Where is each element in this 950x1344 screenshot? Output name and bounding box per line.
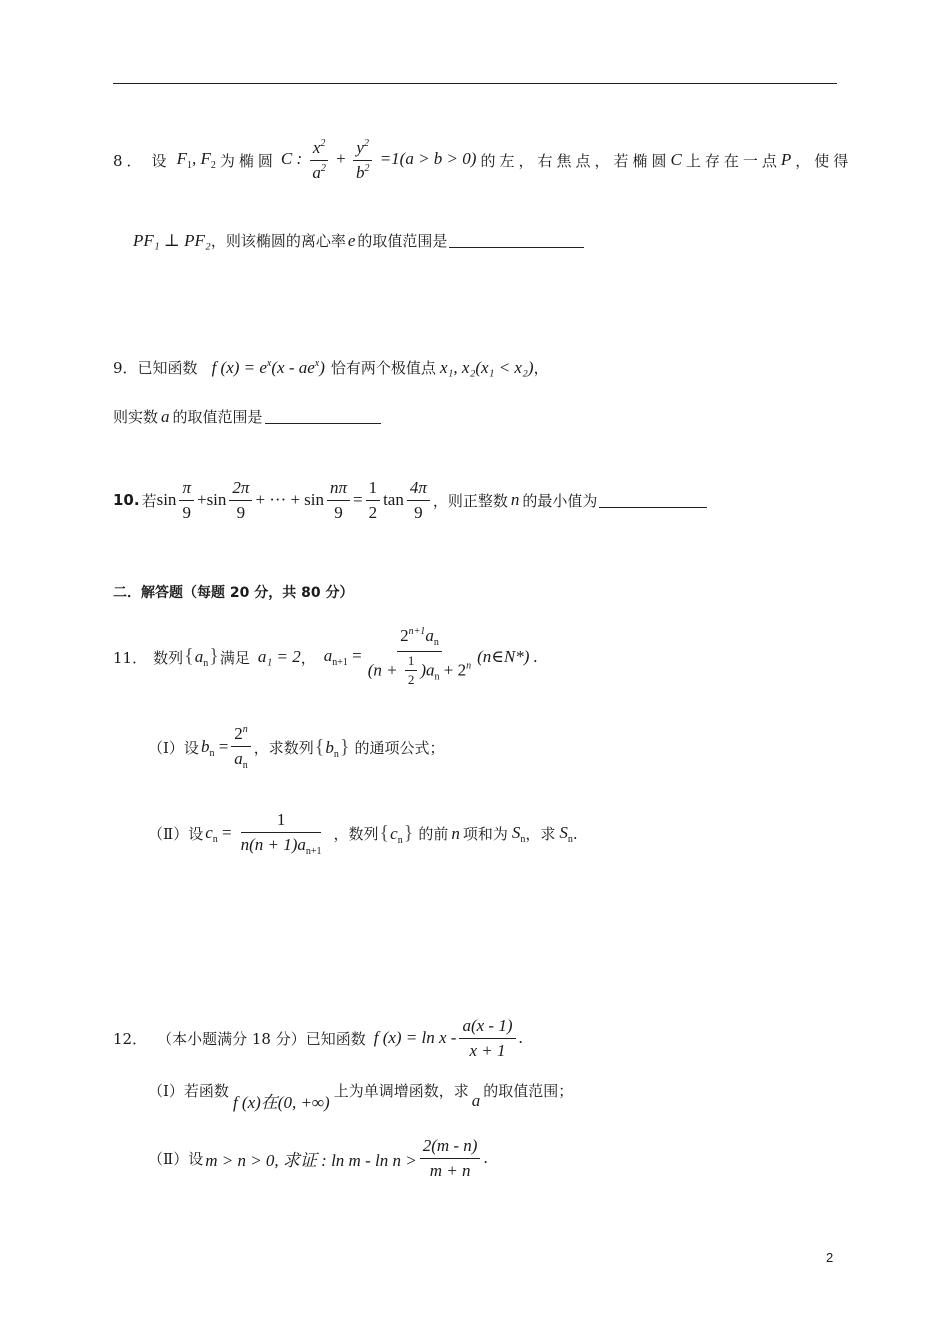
header-rule: [113, 83, 837, 84]
question-12-part-1: （Ⅰ）若函数 f (x)在(0, +∞) 上为单调增函数，求 a 的取值范围；: [148, 1082, 574, 1112]
question-12: 12． （本小题满分 18 分）已知函数 f (x) = ln x - $\frac{a(x - 1)}{x + 1}$ .: [113, 1016, 523, 1060]
question-number: 11．: [113, 648, 148, 667]
question-11-part-1: （Ⅰ）设 $b_n$ = $\frac{2^n}{a_n}$ ，求数列 $\{b_n\}$ 的通项公式；: [148, 724, 445, 771]
question-11-part-2: （Ⅱ）设 $c_n$ = $\frac{1}{n(n + 1)a_{n+1}}$ ，数列 $\{c_n\}$ 的前 n 项和为 $S_n$ ，求 $S_n$ .: [148, 810, 578, 857]
question-number: 8．: [113, 151, 146, 170]
question-number: 10.: [113, 491, 140, 510]
foci: $F_1$, $F_2$: [176, 149, 216, 172]
answer-blank[interactable]: [265, 409, 381, 424]
answer-blank[interactable]: [449, 233, 584, 248]
question-number: 9．: [113, 359, 138, 377]
ellipse-equation: C : $\frac{x^2}{a^2}$ + $\frac{y^2}{b^2}$ =1(a > b > 0): [280, 138, 477, 182]
page-number: 2: [826, 1250, 834, 1265]
question-10: 10. 若 sin $\frac{\pi}{9}$ + sin $\frac{2\pi}{9}$ + ··· + sin $\frac{n\pi}{9}$ = $\frac{1}{2}$ tan $\frac{4\pi}{9}$ ，则正整数 n 的最小值为: [113, 478, 707, 522]
question-9-line-1: 9． 已知函数 f $(x) = e^x(x - ae^x)$ 恰有两个极值点 x₁, x₂(x₁ < x₂) ，: [113, 357, 549, 377]
recurrence-fraction: $2^{n+1}a_n$ (n + $\frac{1}{2}$ )$a_n + 2^n$: [367, 626, 472, 688]
section-title: 二．解答题（每题 20 分，共 80 分）: [113, 585, 354, 601]
question-9-line-2: 则实数 a 的取值范围是: [113, 406, 381, 427]
question-12-part-2: （Ⅱ）设 m > n > 0, 求证 : ln m - ln n > $\frac{2(m - n)}{m + n}$ .: [148, 1136, 488, 1180]
question-number: 12．: [113, 1029, 148, 1048]
question-8-line-2: PF₁ ⊥ PF₂ ，则该椭圆的离心率 e 的取值范围是: [133, 230, 584, 251]
question-8-line-1: 8． 设 $F_1$, $F_2$ 为椭圆 C : $\frac{x^2}{a^2}$ + $\frac{y^2}{b^2}$ =1(a > b > 0) 的左，右焦点，若椭圆 C 上存在一点 P ，使得: [113, 138, 853, 182]
answer-blank[interactable]: [599, 493, 707, 508]
question-11: 11． 数列 $\{a_n\}$ 满足 a₁ = 2 ， $a_{n+1}$ = $2^{n+1}a_n$ (n + $\frac{1}{2}$ )$a_n + 2^n$ (n∈N*) .: [113, 626, 538, 688]
function-expression: f $(x) = e^x(x - ae^x)$: [211, 357, 325, 377]
